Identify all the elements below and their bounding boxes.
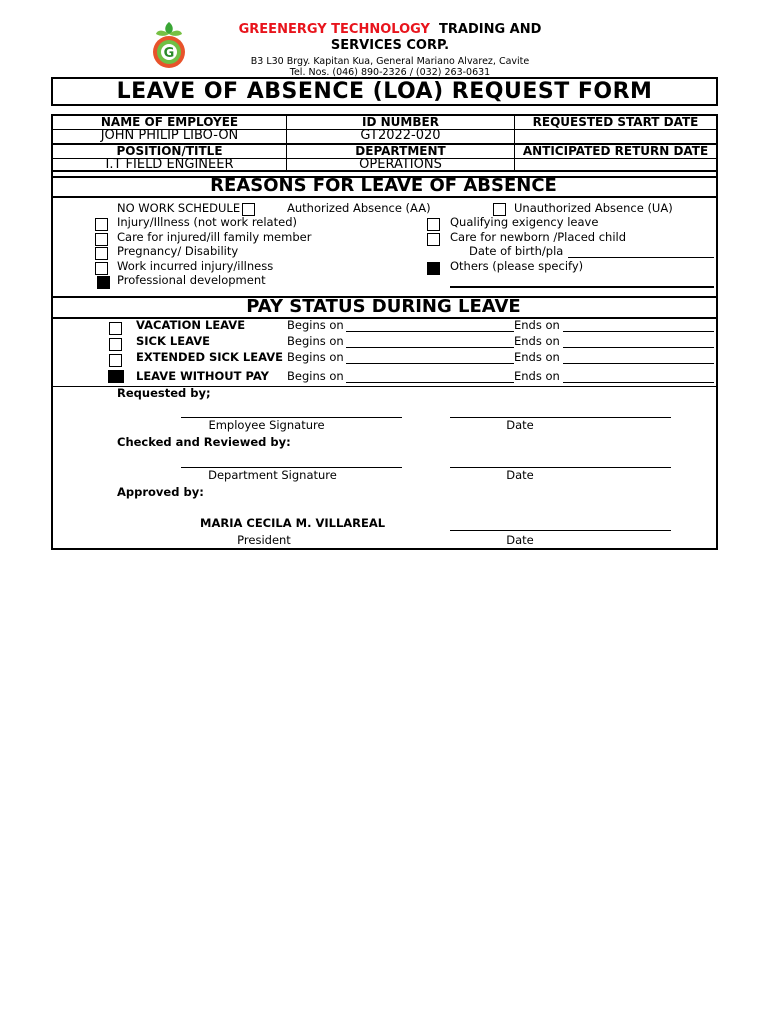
others-specify-line[interactable] <box>450 286 714 288</box>
reason-label: Injury/Illness (not work related) <box>117 215 297 229</box>
others-label: Others (please specify) <box>450 259 584 273</box>
unauthorized-absence-label: Unauthorized Absence (UA) <box>514 201 673 215</box>
company-name-line2: SERVICES CORP. <box>330 38 450 53</box>
pay-status-title: PAY STATUS DURING LEAVE <box>246 296 521 317</box>
date-of-birth-label: Date of birth/pla <box>469 244 564 258</box>
reason-checkbox-checked[interactable] <box>97 276 110 289</box>
reasons-title: REASONS FOR LEAVE OF ABSENCE <box>210 175 557 196</box>
reason-checkbox[interactable] <box>427 233 440 246</box>
department-signature-caption: Department Signature <box>208 468 337 482</box>
reason-checkbox[interactable] <box>95 247 108 260</box>
approver-title: President <box>237 533 291 547</box>
id-label: ID NUMBER <box>362 116 439 129</box>
start-date-label: REQUESTED START DATE <box>532 116 699 129</box>
employee-signature-caption: Employee Signature <box>208 418 325 432</box>
employee-date-line[interactable] <box>450 417 671 418</box>
ends-label: Ends on <box>514 369 560 383</box>
department-value[interactable]: OPERATIONS <box>359 158 442 171</box>
begins-label: Begins on <box>287 318 344 332</box>
company-name-rest: TRADING AND <box>439 22 542 37</box>
reason-label: Care for newborn /Placed child <box>450 230 627 244</box>
date-caption: Date <box>506 418 534 432</box>
department-date-line[interactable] <box>450 467 671 468</box>
date-caption: Date <box>506 533 534 547</box>
approver-name: MARIA CECILA M. VILLAREAL <box>200 516 386 530</box>
ends-label: Ends on <box>514 350 560 364</box>
reason-checkbox[interactable] <box>95 218 108 231</box>
pay-label: SICK LEAVE <box>136 334 210 348</box>
company-name <box>200 22 580 54</box>
id-value[interactable]: GT2022-020 <box>360 129 441 142</box>
pay-label: VACATION LEAVE <box>136 318 246 332</box>
reason-label: Care for injured/ill family member <box>117 230 312 244</box>
form-title: LEAVE OF ABSENCE (LOA) REQUEST FORM <box>51 77 718 106</box>
employee-info-table <box>51 114 718 172</box>
department-label: DEPARTMENT <box>355 145 446 158</box>
reason-label: Professional development <box>117 273 266 287</box>
authorized-absence-label: Authorized Absence (AA) <box>287 201 431 215</box>
reason-checkbox[interactable] <box>427 218 440 231</box>
begins-label: Begins on <box>287 369 344 383</box>
ends-label: Ends on <box>514 318 560 332</box>
ends-label: Ends on <box>514 334 560 348</box>
reason-checkbox[interactable] <box>95 262 108 275</box>
pay-checkbox-checked[interactable] <box>108 370 124 383</box>
position-value[interactable]: I.T FIELD ENGINEER <box>105 158 234 171</box>
pay-label: EXTENDED SICK LEAVE <box>136 350 283 364</box>
company-logo <box>150 20 188 70</box>
no-work-schedule-label: NO WORK SCHEDULE <box>117 201 241 215</box>
pay-checkbox[interactable] <box>109 338 122 351</box>
approved-by-label: Approved by: <box>117 485 204 499</box>
reason-checkbox[interactable] <box>95 233 108 246</box>
date-caption: Date <box>506 468 534 482</box>
begins-label: Begins on <box>287 334 344 348</box>
company-name-red: GREENERGY TECHNOLOGY <box>238 22 430 37</box>
reason-label: Pregnancy/ Disability <box>117 244 239 258</box>
company-address: B3 L30 Brgy. Kapitan Kua, General Mariano Alvarez, Cavite <box>250 56 530 67</box>
return-date-label: ANTICIPATED RETURN DATE <box>522 145 709 158</box>
approver-date-line[interactable] <box>450 530 671 531</box>
pay-checkbox[interactable] <box>109 354 122 367</box>
name-label: NAME OF EMPLOYEE <box>100 116 239 129</box>
others-checkbox-checked[interactable] <box>427 262 440 275</box>
company-tel: Tel. Nos. (046) 890-2326 / (032) 263-0631 <box>289 67 491 77</box>
reason-label: Qualifying exigency leave <box>450 215 599 229</box>
pay-label: LEAVE WITHOUT PAY <box>136 369 269 383</box>
svg-text:G: G <box>163 46 175 61</box>
reason-label: Work incurred injury/illness <box>117 259 274 273</box>
position-label: POSITION/TITLE <box>116 145 223 158</box>
checked-by-label: Checked and Reviewed by: <box>117 435 291 449</box>
name-value[interactable]: JOHN PHILIP LIBO-ON <box>100 129 239 142</box>
start-date-value[interactable] <box>515 129 716 142</box>
requested-by-label: Requested by; <box>117 386 211 400</box>
begins-label: Begins on <box>287 350 344 364</box>
pay-checkbox[interactable] <box>109 322 122 335</box>
